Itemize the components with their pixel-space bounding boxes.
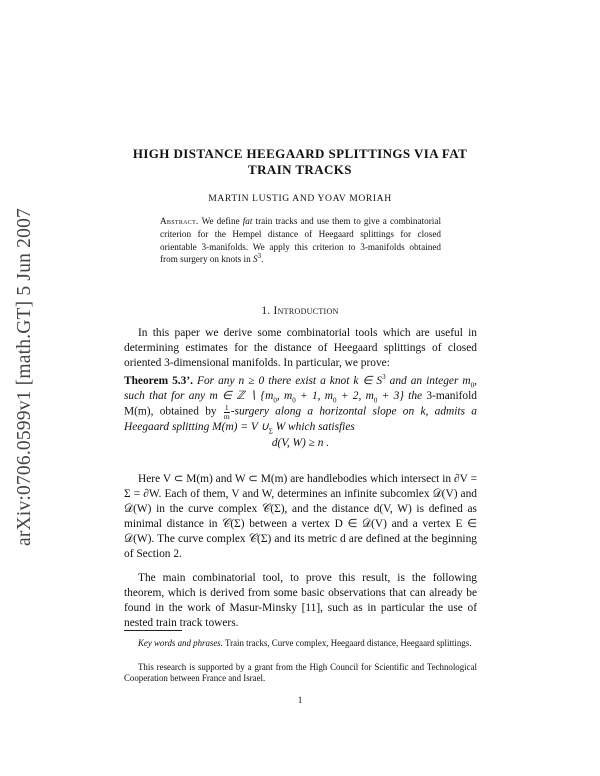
theorem-sub-c4: 0 — [373, 396, 378, 405]
abstract-sphere: S — [252, 254, 258, 265]
theorem-sub-c1: 0 — [273, 396, 277, 405]
theorem-sup-a: 3 — [382, 373, 386, 382]
theorem-part-d: -surgery along a horizontal slope on k, admits a Heegaard splitting M(m) = V ∪ — [124, 405, 478, 434]
theorem-part-c2: , m — [276, 390, 293, 403]
fraction-denominator: m — [223, 411, 230, 421]
section-heading — [100, 305, 500, 317]
section-title: Introduction — [273, 305, 339, 317]
theorem-display-equation: d(V, W) ≥ n . — [271, 437, 330, 449]
intro-paragraph: In this paper we derive some combinatorial tools which are useful in determining estimates for the distance of Heegaard splittings of closed oriented 3-dimensional manifolds. In particular, we prove: — [124, 327, 477, 370]
section-number: 1. — [261, 305, 274, 317]
theorem-part-e: W which satisfies — [272, 421, 355, 434]
paper-title — [100, 146, 500, 178]
fraction-numerator: 1 — [224, 403, 229, 413]
theorem-part-c4: + 2, m — [336, 390, 374, 403]
theorem-part-c: , such that for any m ∈ ℤ ∖ {m — [124, 375, 477, 403]
theorem-sub-c2: 0 — [292, 396, 296, 405]
keywords-text: Train tracks, Curve complex, Heegaard distance, Heegaard splittings. — [222, 638, 472, 648]
abstract — [160, 215, 441, 266]
abstract-heading: Abstract. — [160, 216, 199, 226]
abstract-text-1: We define — [198, 216, 243, 226]
paragraph-main-tool: The main combinatorial tool, to prove this result, is the following theorem, which is derived from some basic observations that can already be found in the work of Masur-Minsky [11], such as in particular the use of nested train track towers. — [124, 572, 477, 630]
page-number: 1 — [297, 695, 303, 705]
theorem-label: Theorem 5.3’. — [124, 375, 193, 387]
paragraph-handlebodies: Here V ⊂ M(m) and W ⊂ M(m) are handlebodies which intersect in ∂V = Σ = ∂W. Each of them, V and W, determines an infinite subcomlex 𝒟(V) and 𝒟(W) in the curve complex 𝒞(Σ), and the distance d(V, W) is defined as minimal distance in 𝒞(Σ) between a vertex D ∈ 𝒟(V) and a vertex E ∈ 𝒟(W). The curve complex 𝒞(Σ) and its metric d are defined at the beginning of Section 2. — [124, 473, 477, 561]
theorem-sub-d: Σ — [268, 427, 273, 436]
surgery-fraction — [224, 404, 230, 420]
abstract-fat: fat — [242, 216, 253, 226]
abstract-sphere-dim: 3 — [257, 252, 262, 261]
footnote-support: This research is supported by a grant from the High Council for Scientific and Technological Cooperation between France and Israel. — [124, 662, 477, 684]
arxiv-identifier[interactable]: arXiv:0706.0599v1 [math.GT] 5 Jun 2007 — [14, 208, 36, 546]
abstract-text-3: . — [261, 254, 264, 265]
theorem-part-a: For any n ≥ 0 there exist a knot k ∈ S — [192, 375, 383, 387]
title-line-2: TRAIN TRACKS — [248, 162, 352, 177]
abstract-text-2: train tracks and use them to give a combinatorial criterion for the Hempel distance of Heegaard splittings for closed orientable 3-manifolds. We apply this criterion to 3-manifolds obtained from surgery on knots in — [160, 216, 441, 265]
theorem-part-c3: + 1, m — [295, 390, 334, 403]
arxiv-sidebar — [4, 182, 46, 572]
footnote-keywords — [124, 638, 477, 649]
theorem-manifold: 3-manifold M(m), obtained by — [124, 390, 477, 418]
keywords-label: Key words and phrases. — [138, 638, 223, 648]
theorem-part-c5: + 3} the — [377, 390, 427, 403]
theorem-part-b: and an integer m — [385, 375, 471, 387]
footnote-divider — [124, 630, 182, 631]
title-line-1: HIGH DISTANCE HEEGAARD SPLITTINGS VIA FAT — [132, 146, 468, 161]
theorem-statement — [124, 374, 477, 435]
theorem-sub-b: 0 — [470, 381, 475, 390]
theorem-sub-c3: 0 — [333, 396, 337, 405]
author-list: MARTIN LUSTIG AND YOAV MORIAH — [208, 193, 392, 204]
